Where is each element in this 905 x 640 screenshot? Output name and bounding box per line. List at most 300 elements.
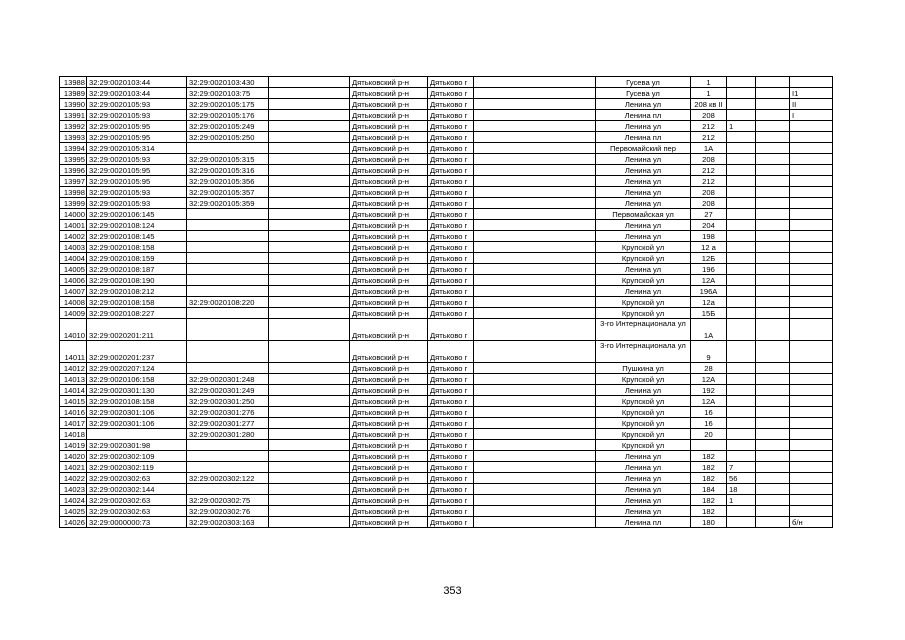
table-cell: 20 <box>691 429 727 440</box>
table-cell: Дятьково г <box>428 341 474 363</box>
table-cell <box>474 429 596 440</box>
table-cell: 14006 <box>60 275 87 286</box>
table-cell: 14014 <box>60 385 87 396</box>
table-cell <box>269 374 350 385</box>
table-row <box>60 253 833 264</box>
table-cell: Дятьково г <box>428 440 474 451</box>
table-cell: 32:29:0020108:187 <box>87 264 187 275</box>
table-cell: 32:29:0020301:248 <box>187 374 269 385</box>
table-cell: Дятьково г <box>428 198 474 209</box>
table-row <box>60 209 833 220</box>
table-cell <box>790 121 833 132</box>
table-cell <box>474 165 596 176</box>
table-cell <box>790 264 833 275</box>
table-cell <box>756 308 790 319</box>
table-cell <box>756 418 790 429</box>
table-cell <box>790 132 833 143</box>
table-cell: Гусева ул <box>596 88 691 99</box>
table-cell: Дятьковский р-н <box>350 220 428 231</box>
table-cell: 14000 <box>60 209 87 220</box>
table-cell: Дятьково г <box>428 418 474 429</box>
table-cell: 32:29:0020301:106 <box>87 407 187 418</box>
table-cell: Дятьково г <box>428 121 474 132</box>
table-cell <box>756 297 790 308</box>
table-cell: Дятьковский р-н <box>350 418 428 429</box>
table-cell <box>727 198 756 209</box>
page-number: 353 <box>443 585 462 597</box>
table-cell <box>790 308 833 319</box>
table-cell: Дятьково г <box>428 176 474 187</box>
table-cell: 32:29:0020105:250 <box>187 132 269 143</box>
table-row <box>60 495 833 506</box>
table-cell <box>187 341 269 363</box>
table-cell: 208 <box>691 198 727 209</box>
table-cell <box>269 429 350 440</box>
table-cell <box>790 473 833 484</box>
table-cell: Дятьковский р-н <box>350 132 428 143</box>
table-cell: 14025 <box>60 506 87 517</box>
table-cell: Дятьково г <box>428 396 474 407</box>
table-cell <box>87 429 187 440</box>
table-cell <box>756 121 790 132</box>
table-cell: Крупской ул <box>596 374 691 385</box>
table-cell: Ленина ул <box>596 231 691 242</box>
table-cell: 14018 <box>60 429 87 440</box>
table-cell <box>474 396 596 407</box>
table-row <box>60 319 833 341</box>
table-cell: 32:29:0020303:163 <box>187 517 269 528</box>
table-cell <box>727 176 756 187</box>
table-row <box>60 220 833 231</box>
table-cell <box>269 341 350 363</box>
table-cell: Ленина ул <box>596 176 691 187</box>
table-cell: Дятьково г <box>428 110 474 121</box>
table-cell <box>727 187 756 198</box>
table-cell: Крупской ул <box>596 429 691 440</box>
table-cell <box>756 363 790 374</box>
table-cell <box>790 77 833 88</box>
table-cell: Дятьковский р-н <box>350 319 428 341</box>
table-cell <box>727 143 756 154</box>
table-cell <box>756 462 790 473</box>
table-cell: Ленина ул <box>596 473 691 484</box>
table-cell: Дятьковский р-н <box>350 176 428 187</box>
table-cell <box>474 451 596 462</box>
table-cell: 14007 <box>60 286 87 297</box>
table-cell: Дятьковский р-н <box>350 99 428 110</box>
table-cell: Дятьковский р-н <box>350 473 428 484</box>
table-row <box>60 165 833 176</box>
table-cell: Ленина ул <box>596 385 691 396</box>
table-row <box>60 462 833 473</box>
table-cell: 14013 <box>60 374 87 385</box>
table-cell <box>474 242 596 253</box>
table-cell: Гусева ул <box>596 77 691 88</box>
table-cell <box>269 473 350 484</box>
table-cell: Дятьково г <box>428 154 474 165</box>
table-cell <box>756 253 790 264</box>
table-cell: 13997 <box>60 176 87 187</box>
table-row <box>60 99 833 110</box>
table-cell: 192 <box>691 385 727 396</box>
table-cell: Дятьковский р-н <box>350 88 428 99</box>
table-row <box>60 286 833 297</box>
table-cell: 7 <box>727 462 756 473</box>
table-cell <box>790 242 833 253</box>
table-cell <box>790 297 833 308</box>
table-cell: Крупской ул <box>596 253 691 264</box>
table-cell <box>756 506 790 517</box>
table-cell <box>474 319 596 341</box>
table-cell <box>756 187 790 198</box>
table-cell: 14002 <box>60 231 87 242</box>
table-row <box>60 407 833 418</box>
table-cell: 32:29:0020301:106 <box>87 418 187 429</box>
table-cell: 32:29:0020105:95 <box>87 165 187 176</box>
table-cell: 32:29:0020105:357 <box>187 187 269 198</box>
table-cell: 14010 <box>60 319 87 341</box>
table-cell <box>269 110 350 121</box>
table-cell: 32:29:0020105:359 <box>187 198 269 209</box>
table-cell <box>727 110 756 121</box>
table-cell <box>756 440 790 451</box>
table-cell <box>187 220 269 231</box>
table-cell: 196А <box>691 286 727 297</box>
table-cell <box>269 242 350 253</box>
table-cell <box>756 220 790 231</box>
table-cell <box>187 143 269 154</box>
table-row <box>60 341 833 363</box>
table-cell <box>790 286 833 297</box>
table-cell: Ленина пл <box>596 517 691 528</box>
table-row <box>60 484 833 495</box>
table-row <box>60 506 833 517</box>
table-cell <box>756 198 790 209</box>
table-cell: Дятьковский р-н <box>350 495 428 506</box>
table-cell <box>474 176 596 187</box>
table-cell: Дятьковский р-н <box>350 374 428 385</box>
table-cell: Ленина ул <box>596 121 691 132</box>
table-cell: 14008 <box>60 297 87 308</box>
table-row <box>60 242 833 253</box>
table-cell <box>727 209 756 220</box>
table-cell: Дятьково г <box>428 264 474 275</box>
table-cell: 32:29:0020108:145 <box>87 231 187 242</box>
table-cell: 32:29:0020105:314 <box>87 143 187 154</box>
table-cell: 27 <box>691 209 727 220</box>
table-cell: 13992 <box>60 121 87 132</box>
table-row <box>60 440 833 451</box>
table-cell: 1А <box>691 143 727 154</box>
table-cell <box>269 220 350 231</box>
table-cell <box>790 418 833 429</box>
table-cell: Ленина ул <box>596 506 691 517</box>
table-cell: Дятьковский р-н <box>350 143 428 154</box>
table-cell: Дятьково г <box>428 429 474 440</box>
table-cell <box>474 297 596 308</box>
table-cell <box>756 176 790 187</box>
table-cell <box>474 154 596 165</box>
table-cell <box>474 374 596 385</box>
table-cell: 3-го Интернационала ул <box>596 319 691 341</box>
table-cell <box>269 407 350 418</box>
table-cell: 14009 <box>60 308 87 319</box>
table-cell <box>727 407 756 418</box>
table-cell: Крупской ул <box>596 297 691 308</box>
table-cell: 56 <box>727 473 756 484</box>
table-cell <box>727 319 756 341</box>
table-cell: 32:29:0020302:63 <box>87 506 187 517</box>
table-cell <box>727 77 756 88</box>
table-cell: Дятьковский р-н <box>350 242 428 253</box>
table-cell <box>187 253 269 264</box>
table-cell: 32:29:0020105:356 <box>187 176 269 187</box>
table-cell <box>187 264 269 275</box>
table-cell <box>269 143 350 154</box>
table-cell <box>187 242 269 253</box>
table-cell <box>790 275 833 286</box>
table-cell: Дятьковский р-н <box>350 308 428 319</box>
table-cell: 32:29:0020106:145 <box>87 209 187 220</box>
table-cell: Дятьково г <box>428 363 474 374</box>
table-cell: 198 <box>691 231 727 242</box>
table-cell: Ленина ул <box>596 484 691 495</box>
table-cell <box>474 99 596 110</box>
table-cell: 32:29:0020108:158 <box>87 396 187 407</box>
table-cell <box>727 385 756 396</box>
table-cell: Дятьковский р-н <box>350 121 428 132</box>
table-cell: Дятьково г <box>428 495 474 506</box>
table-cell <box>269 418 350 429</box>
table-row <box>60 308 833 319</box>
table-cell: Дятьково г <box>428 484 474 495</box>
table-cell: 12 а <box>691 242 727 253</box>
table-cell: 14004 <box>60 253 87 264</box>
table-cell: 14005 <box>60 264 87 275</box>
table-row <box>60 385 833 396</box>
table-cell: Дятьково г <box>428 143 474 154</box>
table-cell: 32:29:0020108:158 <box>87 242 187 253</box>
table-cell <box>269 231 350 242</box>
table-cell <box>474 506 596 517</box>
table-cell: 32:29:0020105:315 <box>187 154 269 165</box>
table-cell <box>790 374 833 385</box>
table-cell <box>727 297 756 308</box>
table-cell: 32:29:0020108:190 <box>87 275 187 286</box>
table-row <box>60 231 833 242</box>
table-cell: II <box>790 99 833 110</box>
table-cell: 14012 <box>60 363 87 374</box>
table-cell: Дятьковский р-н <box>350 209 428 220</box>
table-cell: Дятьковский р-н <box>350 275 428 286</box>
table-cell <box>727 341 756 363</box>
table-cell: Дятьково г <box>428 506 474 517</box>
table-cell: 16 <box>691 407 727 418</box>
table-cell: 32:29:0020103:44 <box>87 77 187 88</box>
table-cell: Дятьково г <box>428 517 474 528</box>
table-cell: Первомайский пер <box>596 143 691 154</box>
table-cell <box>727 440 756 451</box>
table-cell: 32:29:0020108:220 <box>187 297 269 308</box>
table-cell <box>727 99 756 110</box>
table-cell <box>474 495 596 506</box>
table-cell: Дятьково г <box>428 209 474 220</box>
table-cell: 184 <box>691 484 727 495</box>
table-cell: 32:29:0020302:63 <box>87 495 187 506</box>
table-cell: 32:29:0020301:98 <box>87 440 187 451</box>
table-cell: 32:29:0020301:280 <box>187 429 269 440</box>
table-cell: 13993 <box>60 132 87 143</box>
table-cell <box>269 264 350 275</box>
table-cell: 32:29:0020302:122 <box>187 473 269 484</box>
table-cell: 14016 <box>60 407 87 418</box>
table-cell <box>187 451 269 462</box>
table-cell <box>269 506 350 517</box>
table-cell: Ленина ул <box>596 286 691 297</box>
table-cell <box>474 220 596 231</box>
table-cell: Ленина ул <box>596 220 691 231</box>
table-cell: 1 <box>727 495 756 506</box>
table-cell <box>756 110 790 121</box>
table-cell <box>474 440 596 451</box>
table-cell <box>756 209 790 220</box>
table-cell: Дятьковский р-н <box>350 462 428 473</box>
table-cell <box>756 275 790 286</box>
table-cell: 32:29:0020108:212 <box>87 286 187 297</box>
table-cell <box>187 484 269 495</box>
table-cell: 208 кв II <box>691 99 727 110</box>
table-cell: 12а <box>691 297 727 308</box>
table-cell <box>727 374 756 385</box>
table-cell: 13994 <box>60 143 87 154</box>
table-cell: 12А <box>691 396 727 407</box>
table-cell <box>790 198 833 209</box>
table-cell <box>727 418 756 429</box>
table-cell: 12Б <box>691 253 727 264</box>
table-cell: Дятьковский р-н <box>350 187 428 198</box>
table-cell <box>269 308 350 319</box>
table-cell <box>727 88 756 99</box>
table-cell <box>474 77 596 88</box>
table-cell: Ленина пл <box>596 132 691 143</box>
table-cell: 208 <box>691 154 727 165</box>
table-cell: 14011 <box>60 341 87 363</box>
table-cell: 32:29:0020108:159 <box>87 253 187 264</box>
table-cell: 208 <box>691 110 727 121</box>
table-cell: 32:29:0020108:158 <box>87 297 187 308</box>
table-cell: Дятьково г <box>428 253 474 264</box>
table-row <box>60 451 833 462</box>
table-row <box>60 77 833 88</box>
table-cell: Дятьково г <box>428 132 474 143</box>
table-cell <box>474 253 596 264</box>
table-cell <box>790 506 833 517</box>
table-cell: Дятьковский р-н <box>350 264 428 275</box>
table-cell <box>474 121 596 132</box>
table-cell: 12А <box>691 374 727 385</box>
table-cell: Ленина пл <box>596 110 691 121</box>
table-cell: 1 <box>691 77 727 88</box>
table-cell: 32:29:0020103:44 <box>87 88 187 99</box>
table-cell <box>756 484 790 495</box>
table-row <box>60 132 833 143</box>
table-cell: Крупской ул <box>596 418 691 429</box>
table-cell: Дятьково г <box>428 231 474 242</box>
table-cell <box>269 484 350 495</box>
table-cell <box>727 275 756 286</box>
table-cell: 12А <box>691 275 727 286</box>
table-cell: 32:29:0020105:93 <box>87 198 187 209</box>
table-cell: Дятьковский р-н <box>350 286 428 297</box>
table-cell <box>790 385 833 396</box>
table-cell: 1 <box>691 88 727 99</box>
table-row <box>60 396 833 407</box>
table-cell: 32:29:0020201:211 <box>87 319 187 341</box>
table-cell: 32:29:0020302:144 <box>87 484 187 495</box>
table-cell: 32:29:0020105:316 <box>187 165 269 176</box>
table-cell <box>727 308 756 319</box>
table-cell: 32:29:0020201:237 <box>87 341 187 363</box>
table-cell: 182 <box>691 506 727 517</box>
table-cell: 32:29:0020105:95 <box>87 132 187 143</box>
table-cell: 182 <box>691 495 727 506</box>
table-cell <box>187 286 269 297</box>
table-cell <box>727 451 756 462</box>
table-cell: Крупской ул <box>596 407 691 418</box>
table-cell <box>727 220 756 231</box>
table-cell <box>756 517 790 528</box>
table-cell: Ленина ул <box>596 451 691 462</box>
table-cell <box>756 473 790 484</box>
table-cell <box>269 297 350 308</box>
table-cell <box>727 396 756 407</box>
table-cell: 32:29:0020105:95 <box>87 121 187 132</box>
table-cell: 13995 <box>60 154 87 165</box>
table-cell <box>474 231 596 242</box>
table-cell: 32:29:0020103:430 <box>187 77 269 88</box>
table-cell <box>474 462 596 473</box>
table-cell: 212 <box>691 176 727 187</box>
table-cell: 13991 <box>60 110 87 121</box>
table-cell: Дятьковский р-н <box>350 198 428 209</box>
table-cell: 14023 <box>60 484 87 495</box>
table-cell: 14003 <box>60 242 87 253</box>
table-cell: 13996 <box>60 165 87 176</box>
table-row <box>60 110 833 121</box>
table-cell: 32:29:0020105:176 <box>187 110 269 121</box>
table-cell: Дятьковский р-н <box>350 297 428 308</box>
table-cell: Дятьковский р-н <box>350 363 428 374</box>
table-cell: 14015 <box>60 396 87 407</box>
table-cell: 13998 <box>60 187 87 198</box>
table-cell: 32:29:0020105:95 <box>87 176 187 187</box>
table-cell <box>269 165 350 176</box>
table-cell: 32:29:0020105:175 <box>187 99 269 110</box>
table-cell <box>727 154 756 165</box>
table-cell <box>269 77 350 88</box>
table-cell <box>790 429 833 440</box>
table-cell <box>187 308 269 319</box>
table-cell <box>727 132 756 143</box>
table-cell: Дятьково г <box>428 407 474 418</box>
table-cell <box>727 429 756 440</box>
table-cell: 14019 <box>60 440 87 451</box>
table-cell: 28 <box>691 363 727 374</box>
table-row <box>60 297 833 308</box>
table-row <box>60 198 833 209</box>
table-cell <box>269 396 350 407</box>
table-cell <box>269 363 350 374</box>
